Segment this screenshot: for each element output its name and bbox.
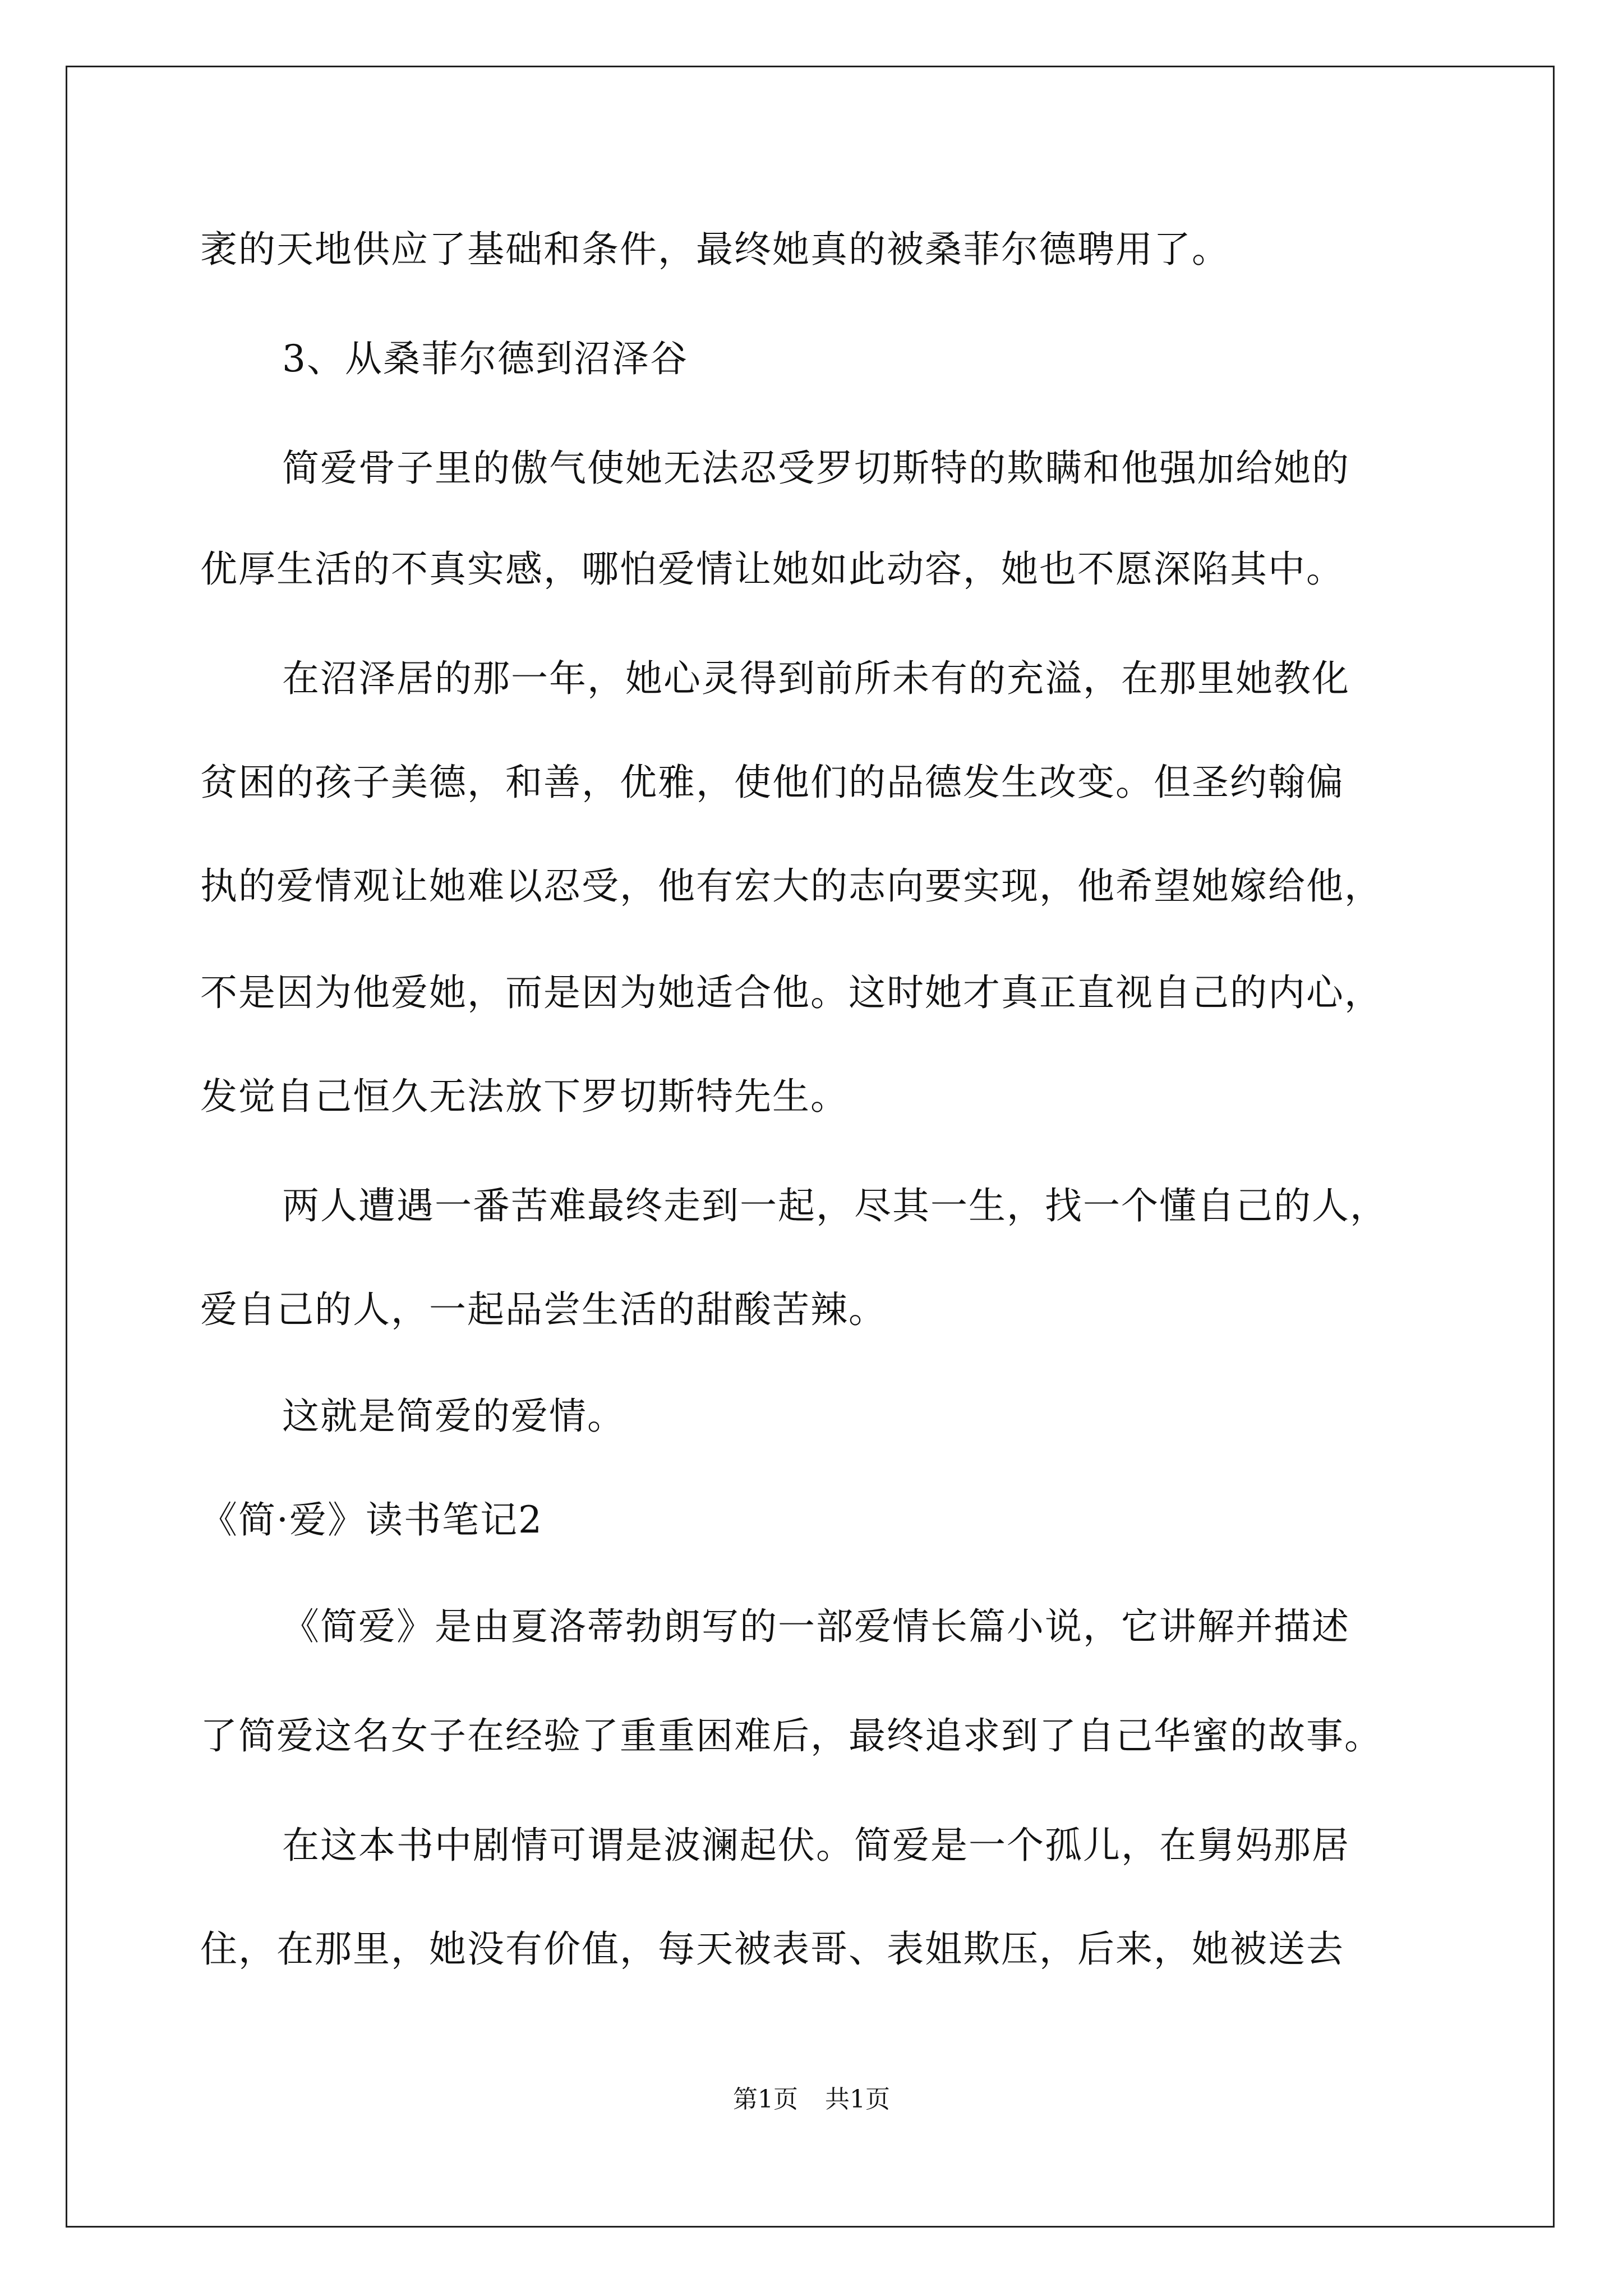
- paragraph-line: 发觉自己恒久无法放下罗切斯特先生。: [200, 1075, 849, 1118]
- paragraph-line: 爱自己的人，一起品尝生活的甜酸苦辣。: [200, 1288, 887, 1331]
- paragraph-line: 在沼泽居的那一年，她心灵得到前所未有的充溢，在那里她教化: [282, 657, 1350, 700]
- paragraph-line: 不是因为他爱她，而是因为她适合他。这时她才真正直视自己的内心，: [200, 971, 1382, 1014]
- paragraph-line: 这就是简爱的爱情。: [282, 1395, 625, 1438]
- paragraph-line: 了简爱这名女子在经验了重重困难后，最终追求到了自己华蜜的故事。: [200, 1714, 1382, 1757]
- paragraph-line: 简爱骨子里的傲气使她无法忍受罗切斯特的欺瞒和他强加给她的: [282, 447, 1350, 490]
- page-footer: [0, 2084, 1623, 2115]
- paragraph-line: 住，在那里，她没有价值，每天被表哥、表姐欺压，后来，她被送去: [200, 1927, 1344, 1971]
- paragraph-line: 贫困的孩子美德，和善，优雅，使他们的品德发生改变。但圣约翰偏: [200, 761, 1344, 804]
- paragraph-line: 《简爱》是由夏洛蒂勃朗写的一部爱情长篇小说，它讲解并描述: [282, 1605, 1350, 1648]
- article-title: 《简·爱》读书笔记2: [200, 1498, 543, 1542]
- paragraph-line: 在这本书中剧情可谓是波澜起伏。简爱是一个孤儿，在舅妈那居: [282, 1824, 1350, 1867]
- section-heading: 3、从桑菲尔德到沼泽谷: [282, 337, 688, 380]
- paragraph-line: 两人遭遇一番苦难最终走到一起，尽其一生，找一个懂自己的人，: [282, 1184, 1388, 1227]
- page-number-total: 共1页: [825, 2085, 890, 2114]
- paragraph-line: 袤的天地供应了基础和条件，最终她真的被桑菲尔德聘用了。: [200, 228, 1230, 271]
- paragraph-line: 执的爱情观让她难以忍受，他有宏大的志向要实现，他希望她嫁给他，: [200, 864, 1382, 908]
- page-number-current: 第1页: [733, 2085, 798, 2114]
- paragraph-line: 优厚生活的不真实感，哪怕爱情让她如此动容，她也不愿深陷其中。: [200, 547, 1344, 591]
- page-border: [66, 66, 1555, 2228]
